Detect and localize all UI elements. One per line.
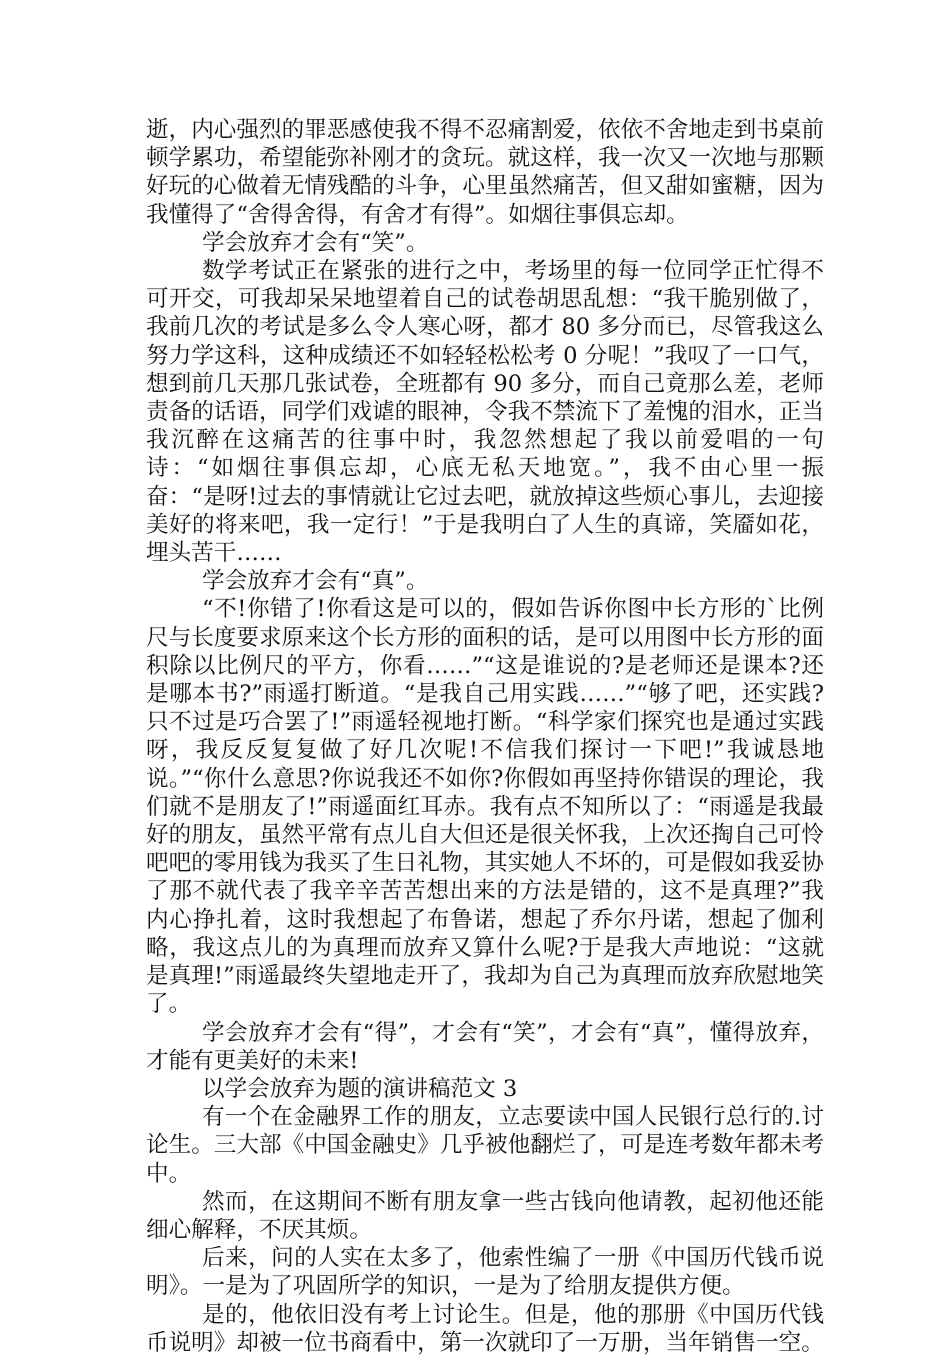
section-heading-laugh: 学会放弃才会有“笑”。	[202, 229, 429, 256]
paragraph-conclusion: 学会放弃才会有“得”，才会有“笑”，才会有“真”，懂得放弃，才能有更美好的未来!	[146, 1019, 824, 1074]
paragraph-coins: 然而，在这期间不断有朋友拿一些古钱向他请教，起初他还能细心解释，不厌其烦。	[146, 1188, 824, 1243]
paragraph-booklet: 后来，问的人实在太多了，他索性编了一册《中国历代钱币说明》。一是为了巩固所学的知识，一是为了给朋友提供方便。	[146, 1245, 824, 1300]
document-body	[146, 116, 824, 1357]
essay-title-3: 以学会放弃为题的演讲稿范文 3	[202, 1075, 518, 1102]
section-heading-truth: 学会放弃才会有“真”。	[202, 568, 429, 595]
paragraph-1: 逝，内心强烈的罪恶感使我不得不忍痛割爱，依依不舍地走到书桌前顿学累功，希望能弥补刚才的贪玩。就这样，我一次又一次地与那颗好玩的心做着无情残酷的斗争，心里虽然痛苦，但又甜如蜜糖，因为我懂得了“舍得舍得，有舍才有得”。如烟往事俱忘却。	[146, 117, 824, 228]
paragraph-math-exam: 数学考试正在紧张的进行之中，考场里的每一位同学正忙得不可开交，可我却呆呆地望着自己的试卷胡思乱想：“我干脆别做了，我前几次的考试是多么令人寒心呀，都才 80 多分而已，尽管我这么努力学这科，这种成绩还不如轻轻松松考 0 分呢！”我叹了一口气，想到前几天那几张试卷，全班都有 90 多分，而自己竟那么差，老师责备的话语，同学们戏谑的眼神，令我不禁流下了羞愧的泪水，正当我沉醉在这痛苦的往事中时，我忽然想起了我以前爱唱的一句诗：“如烟往事俱忘却，心底无私天地宽。”，我不由心里一振奋：“是呀!过去的事情就让它过去吧，就放掉这些烦心事儿，去迎接美好的将来吧，我一定行！”于是我明白了人生的真谛，笑靥如花，埋头苦干……	[146, 258, 824, 567]
paragraph-bestseller: 是的，他依旧没有考上讨论生。但是，他的那册《中国历代钱币说明》却被一位书商看中，第一次就印了一万册，当年销售一空。	[146, 1301, 824, 1356]
paragraph-finance-friend: 有一个在金融界工作的朋友，立志要读中国人民银行总行的.讨论生。三大部《中国金融史》几乎被他翻烂了，可是连考数年都未考中。	[146, 1104, 824, 1187]
paragraph-truth-dialogue: “不!你错了!你看这是可以的，假如告诉你图中长方形的`比例尺与长度要求原来这个长方形的面积的话，是可以用图中长方形的面积除以比例尺的平方，你看……”“这是谁说的?是老师还是课本?还是哪本书?”雨遥打断道。“是我自己用实践……”“够了吧，还实践?只不过是巧合罢了!”雨遥轻视地打断。“科学家们探究也是通过实践呀，我反反复复做了好几次呢!不信我们探讨一下吧!”我诚恳地说。”“你什么意思?你说我还不如你?你假如再坚持你错误的理论，我们就不是朋友了!”雨遥面红耳赤。我有点不知所以了：“雨遥是我最好的朋友，虽然平常有点儿自大但还是很关怀我，上次还掏自己可怜吧吧的零用钱为我买了生日礼物，其实她人不坏的，可是假如我妥协了那不就代表了我辛辛苦苦想出来的方法是错的，这不是真理?”我内心挣扎着，这时我想起了布鲁诺，想起了乔尔丹诺，想起了伽利略，我这点儿的为真理而放弃又算什么呢?于是我大声地说：“这就是真理!”雨遥最终失望地走开了，我却为自己为真理而放弃欣慰地笑了。	[146, 596, 824, 1018]
